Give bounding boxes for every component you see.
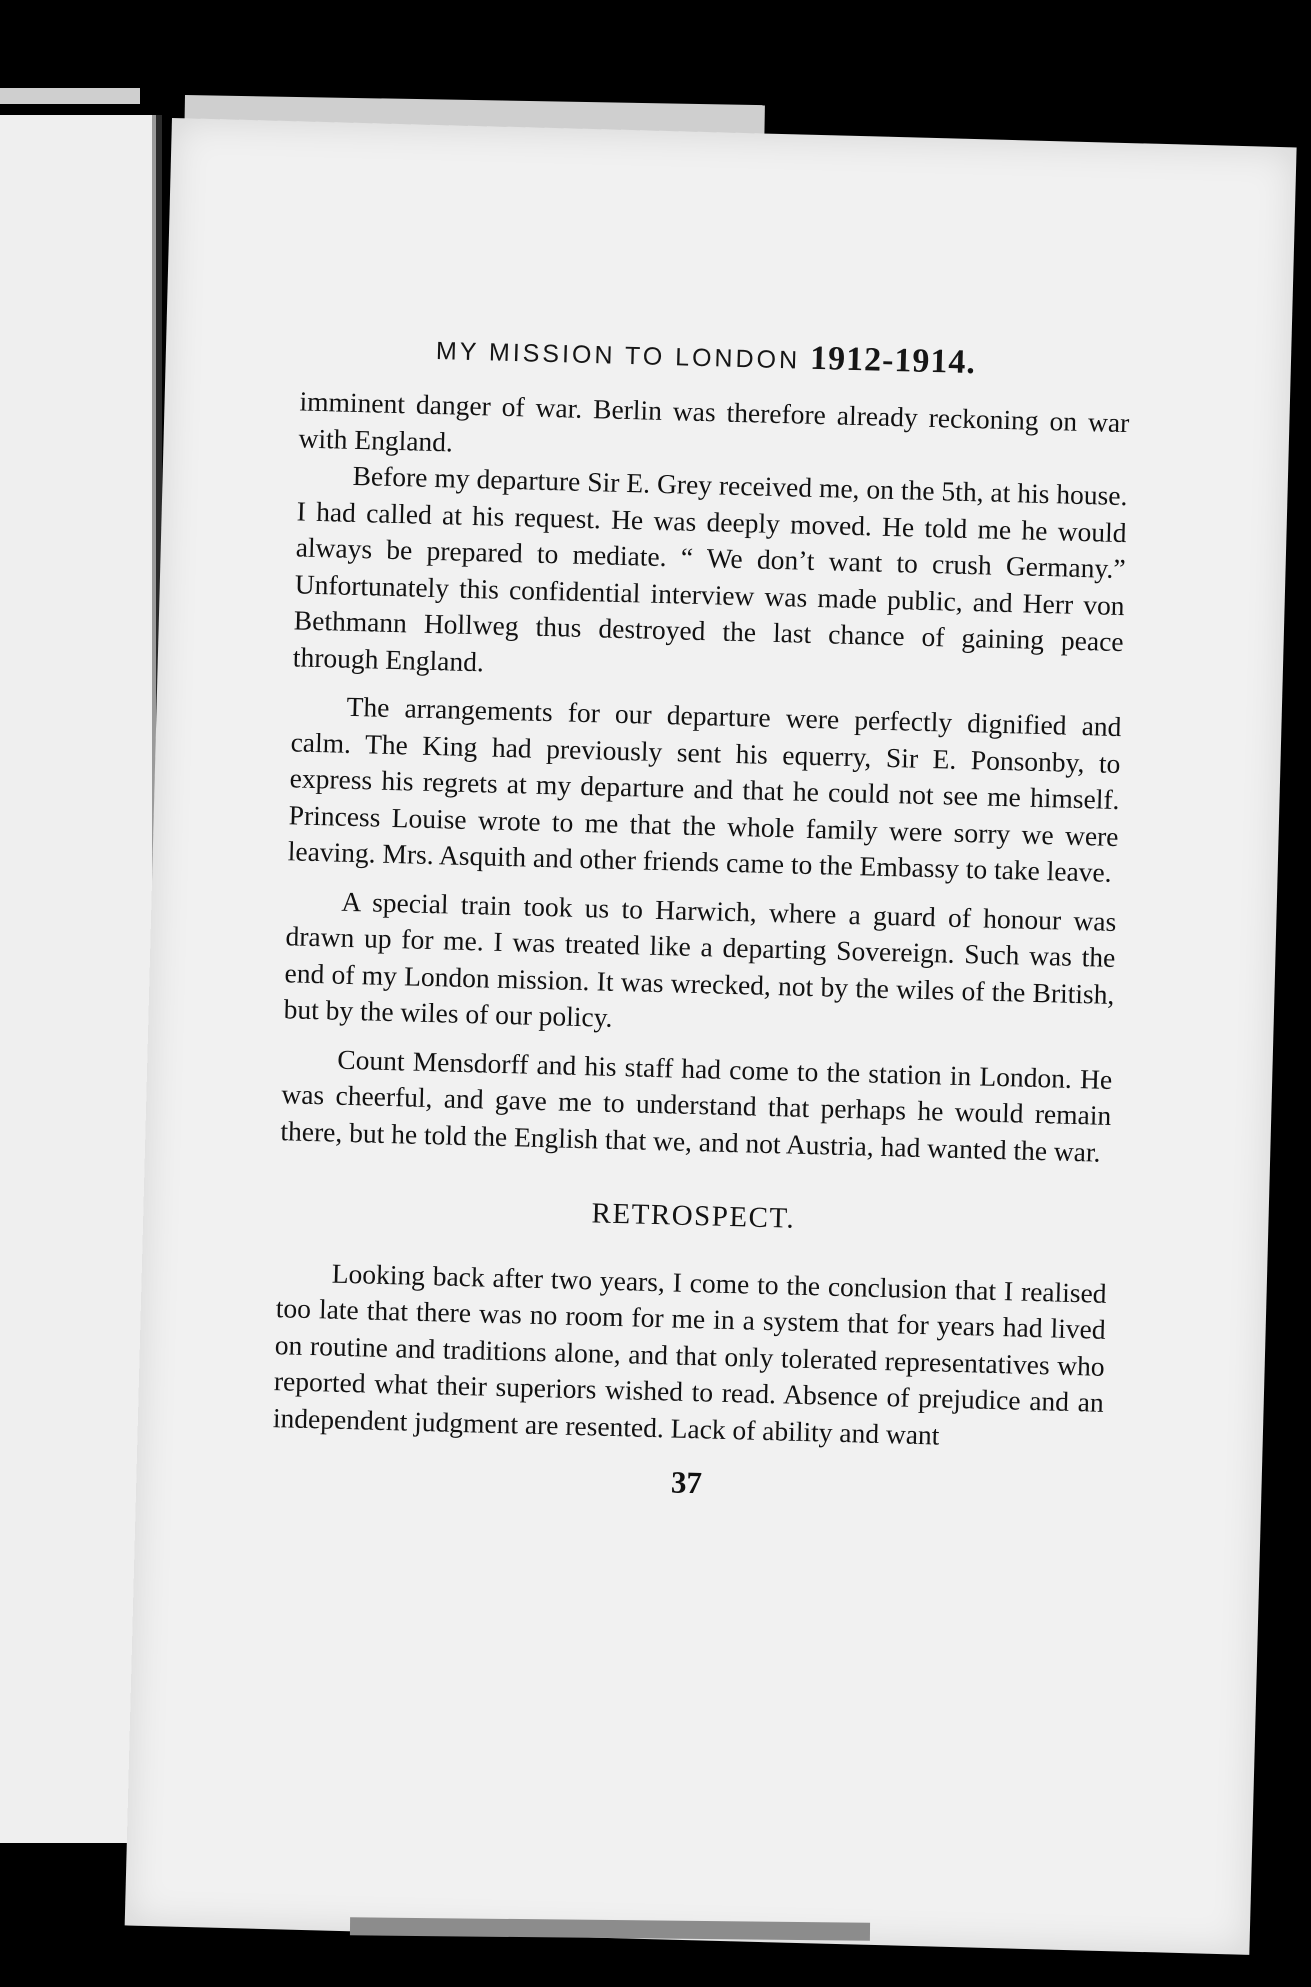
- paragraph-retrospect: Looking back after two years, I come to the conclusion that I realised too late that there was no room for me in a system that for years had lived on routine and traditions alone, and that only tolerated representatives who reported what their superiors wished to read. Absence of prejudice and an independent judgment are resented. Lack of ability and want: [272, 1257, 1107, 1451]
- running-header-years: 1912-1914.: [809, 339, 977, 382]
- running-header: [436, 330, 1077, 385]
- paragraph-continuation: imminent danger of war. Berlin was therefore already reckoning on war with England.: [298, 385, 1130, 457]
- paragraph-grey-interview: Before my departure Sir E. Grey received me, on the 5th, at his house. I had called at his request. He was deeply moved. He told me he would always be prepared to mediate. “ We don’t want to crush Germany.” Unfortunately this confidential interview was made public, and Herr von Bethmann Hollweg thus destroyed the last chance of gaining peace through England.: [292, 459, 1128, 677]
- section-title-retrospect: RETROSPECT.: [591, 1197, 796, 1235]
- running-header-title: MY MISSION TO LONDON: [435, 336, 801, 375]
- page-number: 37: [670, 1464, 703, 1501]
- page-body: [271, 383, 1130, 1512]
- scan-edge-top-left: [0, 88, 140, 104]
- paragraph-mensdorff: Count Mensdorff and his staff had come to the station in London. He was cheerful, and gave me to understand that perhaps he would remain there, but he told the English that we, and not Austria, had wanted the war.: [280, 1043, 1113, 1168]
- paragraph-departure-arrangements: The arrangements for our departure were perfectly dignified and calm. The King had previously sent his equerry, Sir E. Ponsonby, to express his regrets at my departure and that he could not see me himself. Princess Louise wrote to me that the whole family were sorry we were leaving. Mrs. Asquith and other friends came to the Embassy to take leave.: [287, 690, 1122, 888]
- book-page: [125, 118, 1297, 1955]
- paragraph-harwich-train: A special train took us to Harwich, where a guard of honour was drawn up for me. I was treated like a departing Sovereign. Such was the end of my London mission. It was wrecked, not by the wiles of the British, but by the wiles of our policy.: [283, 885, 1117, 1033]
